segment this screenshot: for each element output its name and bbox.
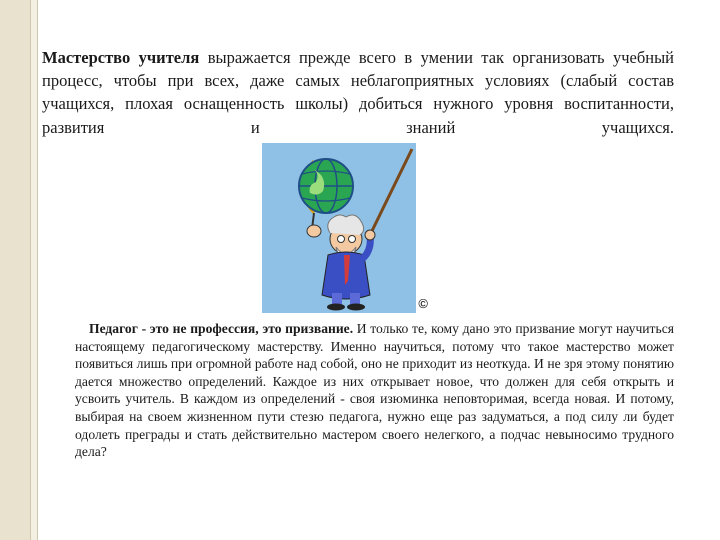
decorative-line <box>37 0 38 540</box>
body-paragraph-text: И только те, кому дано это призвание могут научиться настоящему педагогическому мастерству. Именно научиться, потому что такое мастерство может появиться лишь при огромной работе над собой, оно не приходит из неоткуда. И не зря этому понятию дается множество определений. Каждое из них открывает новое, что должен для себя открыть и усвоить учитель. В каждом из определений - своя изюминка неповторимая, всегда новая. И потому, выбирая на своем жизненном пути стезю педагога, нужно еще раз задуматься, а под силу ли будет одолеть преграды и стать действительно мастером своего нелегкого, а подчас невыносимо трудного дела? <box>75 321 674 460</box>
intro-paragraph-term: Мастерство учителя <box>42 48 200 67</box>
intro-paragraph-text: выражается прежде всего в умении так организовать учебный процесс, чтобы при всех, даже самых неблагоприятных условиях (слабый состав учащихся, плохая оснащенность школы) добиться нужного уровня воспитанности, развития и знаний учащихся. <box>42 48 674 137</box>
body-paragraph <box>75 320 674 461</box>
decorative-line <box>30 0 31 540</box>
copyright-mark: © <box>418 296 428 311</box>
teacher-illustration <box>262 143 428 313</box>
body-paragraph-lead: Педагог - это не профессия, это призвание. <box>89 321 354 336</box>
left-decorative-band <box>0 0 30 540</box>
teacher-with-globe-icon <box>262 143 416 313</box>
intro-paragraph <box>42 46 674 139</box>
